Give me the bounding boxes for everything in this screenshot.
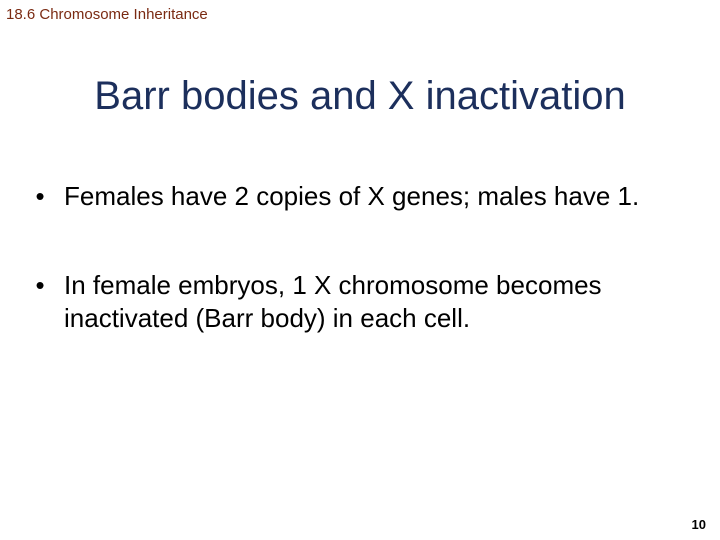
bullet-text: In female embryos, 1 X chromosome becomes inactivated (Barr body) in each cell. [64,270,602,333]
bullet-marker: • [35,181,45,211]
bullet-text: Females have 2 copies of X genes; males have 1. [64,181,640,211]
slide-title: Barr bodies and X inactivation [94,74,626,118]
page-number: 10 [691,517,706,532]
bullet-item [30,269,690,335]
bullet-list [30,180,690,335]
section-label: 18.6 Chromosome Inheritance [6,6,208,23]
bullet-item [30,180,690,213]
bullet-marker: • [35,270,45,300]
